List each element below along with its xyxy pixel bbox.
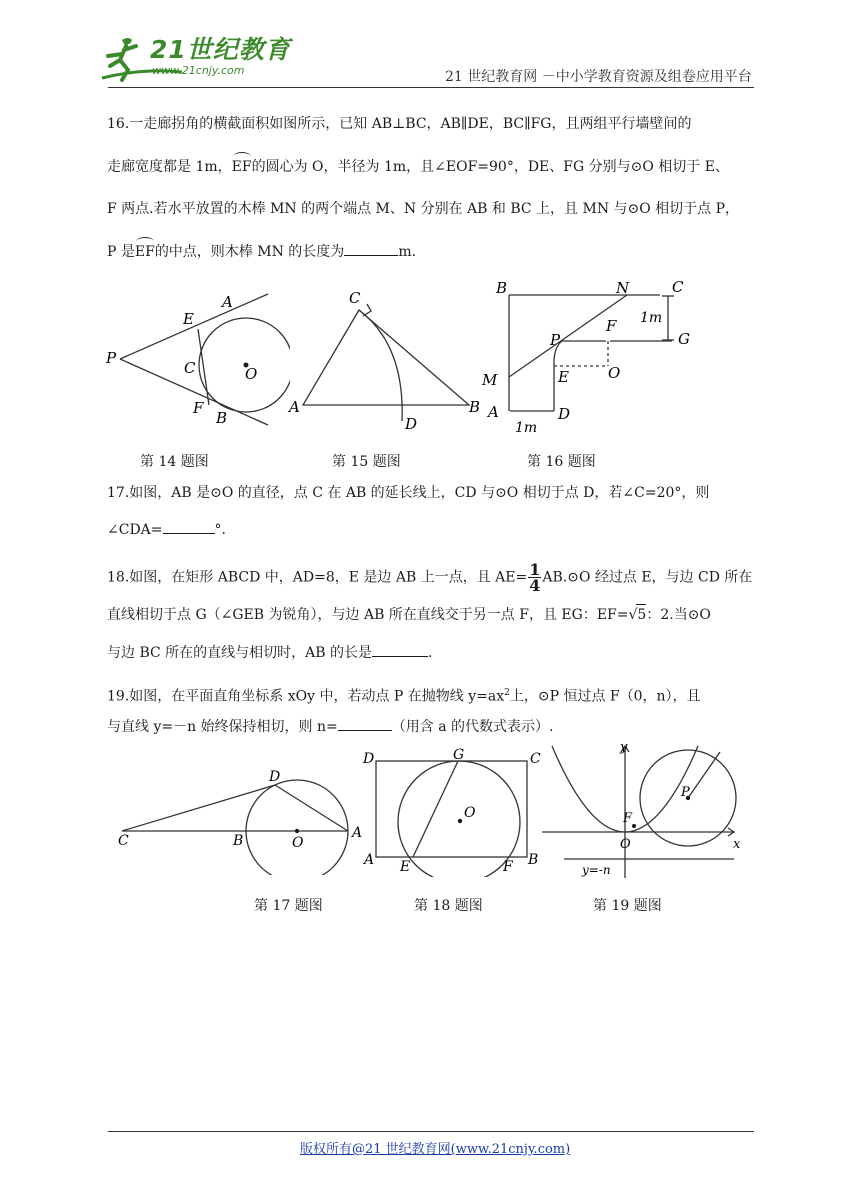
- q16-line-4c: m.: [398, 244, 417, 260]
- label-f: F: [623, 811, 633, 826]
- label-o: O: [620, 837, 631, 852]
- label-b: B: [496, 279, 508, 297]
- label-a: A: [352, 825, 362, 841]
- caption-fig-19: 第 19 题图: [593, 898, 662, 914]
- label-b: B: [528, 852, 539, 868]
- answer-blank-19: [338, 730, 392, 731]
- q18-line-1a: 18.如图，在矩形 ABCD 中，AD=8，E 是边 AB 上一点，且 AE=: [107, 569, 528, 586]
- label-f: F: [606, 317, 617, 335]
- label-o: O: [464, 805, 476, 821]
- q17-line-1: 17.如图，AB 是⊙O 的直径，点 C 在 AB 的延长线上，CD 与⊙O 相切于点 D，若∠C=20°，则: [107, 485, 710, 501]
- label-p: P: [681, 785, 690, 800]
- label-n: N: [616, 279, 630, 297]
- arc-ef-label: EF: [231, 159, 252, 175]
- fraction-one-quarter: [528, 562, 541, 593]
- q16-line-4: [107, 242, 416, 262]
- q19-line-2b: （用含 a 的代数式表示）.: [391, 719, 554, 735]
- figure-19: [538, 738, 748, 883]
- q19-line-1b: 上，⊙P 恒过点 F（0，n），且: [509, 688, 701, 705]
- label-g: G: [678, 330, 690, 348]
- label-y: y: [620, 740, 628, 755]
- q19-line-1: [107, 683, 701, 707]
- q18-line-3b: .: [428, 645, 433, 661]
- label-o: O: [245, 365, 258, 383]
- fraction-numerator: 1: [529, 560, 541, 579]
- logo-text: 21世纪教育: [150, 35, 291, 64]
- logo-url: www.21cnjy.com: [152, 64, 245, 77]
- footer-copyright-link[interactable]: 版权所有@21 世纪教育网(www.21cnjy.com): [300, 1142, 571, 1157]
- label-p: P: [550, 331, 561, 349]
- answer-blank-16: [344, 255, 398, 256]
- figure-17: [112, 765, 362, 875]
- header-site-title: 21 世纪教育网 －中小学教育资源及组卷应用平台: [445, 69, 752, 85]
- label-e: E: [183, 310, 194, 328]
- label-c: C: [184, 359, 196, 377]
- label-a: A: [364, 852, 375, 868]
- label-1m-vertical: 1m: [640, 310, 663, 326]
- q19-line-2: [107, 717, 553, 737]
- q16-line-1: 16.一走廊拐角的横截面积如图所示，已知 AB⊥BC，AB∥DE，BC∥FG，且两组平行墙壁间的: [107, 116, 692, 132]
- sqrt-radicand: 5: [636, 604, 646, 625]
- answer-blank-18: [372, 656, 428, 657]
- q18-line-2b: ：2.当⊙O: [646, 607, 711, 623]
- label-a: A: [222, 293, 233, 311]
- caption-fig-14: 第 14 题图: [140, 454, 209, 470]
- label-o: O: [608, 364, 621, 382]
- q18-line-3: [107, 643, 432, 663]
- figure-15: [285, 283, 485, 435]
- label-1m-horizontal: 1m: [515, 420, 538, 436]
- q17-line-2a: ∠CDA=: [107, 522, 163, 538]
- q17-line-2b: °.: [214, 522, 226, 538]
- q16-line-4a: P 是: [107, 244, 135, 260]
- arc-ef-label-2: EF: [134, 244, 155, 260]
- q19-line-2a: 与直线 y=－n 始终保持相切，则 n=: [107, 719, 338, 735]
- q19-line-1a: 19.如图，在平面直角坐标系 xOy 中，若动点 P 在抛物线 y=ax: [107, 688, 505, 705]
- label-d: D: [363, 751, 375, 767]
- label-b: B: [469, 398, 481, 416]
- label-e: E: [400, 859, 411, 875]
- fraction-denominator: 4: [529, 576, 541, 595]
- label-x: x: [733, 837, 741, 852]
- figure-14: [100, 285, 290, 435]
- caption-fig-16: 第 16 题图: [527, 454, 596, 470]
- q16-line-2: [107, 157, 729, 177]
- sqrt-icon: √: [628, 607, 638, 623]
- label-c: C: [118, 833, 129, 849]
- q17-line-2: [107, 520, 226, 540]
- label-a: A: [488, 403, 499, 421]
- figure-16: [480, 278, 705, 438]
- label-c: C: [672, 278, 684, 296]
- label-c: C: [530, 751, 541, 767]
- q18-line-2a: 直线相切于点 G（∠GEB 为锐角），与边 AB 所在直线交于另一点 F，且 EG：EF=: [107, 607, 629, 623]
- label-e: E: [558, 368, 569, 386]
- q16-line-4b: 的中点，则木棒 MN 的长度为: [154, 244, 345, 260]
- q18-line-3a: 与边 BC 所在的直线与相切时，AB 的长是: [107, 645, 373, 661]
- label-m: M: [482, 371, 498, 389]
- label-b: B: [216, 409, 228, 427]
- label-d: D: [269, 769, 281, 785]
- caption-fig-17: 第 17 题图: [254, 898, 323, 914]
- footer-divider: [108, 1131, 754, 1132]
- label-f: F: [503, 859, 513, 875]
- superscript-2: 2: [504, 688, 510, 698]
- label-f: F: [193, 399, 204, 417]
- q18-line-1b: AB.⊙O 经过点 E，与边 CD 所在: [542, 569, 753, 586]
- label-a: A: [289, 398, 300, 416]
- label-p: P: [106, 349, 117, 367]
- label-d: D: [558, 405, 571, 423]
- figure-18: [360, 747, 545, 877]
- q18-line-2: [107, 604, 711, 625]
- label-c: C: [349, 289, 361, 307]
- q16-line-2b: 的圆心为 O，半径为 1m，且∠EOF=90°，DE、FG 分别与⊙O 相切于 E、: [251, 159, 729, 175]
- caption-fig-18: 第 18 题图: [414, 898, 483, 914]
- label-d: D: [405, 415, 418, 433]
- q16-line-3: F 两点.若水平放置的木棒 MN 的两个端点 M、N 分别在 AB 和 BC 上，且 MN 与⊙O 相切于点 P，: [107, 201, 740, 217]
- label-g: G: [453, 747, 465, 763]
- answer-blank-17: [163, 533, 215, 534]
- q18-line-1: [107, 562, 752, 593]
- label-o: O: [292, 835, 304, 851]
- label-b: B: [233, 833, 244, 849]
- label-y-equals-neg-n: y=-n: [582, 863, 611, 877]
- caption-fig-15: 第 15 题图: [332, 454, 401, 470]
- header-divider: [108, 87, 754, 88]
- q16-line-2a: 走廊宽度都是 1m，: [107, 159, 232, 175]
